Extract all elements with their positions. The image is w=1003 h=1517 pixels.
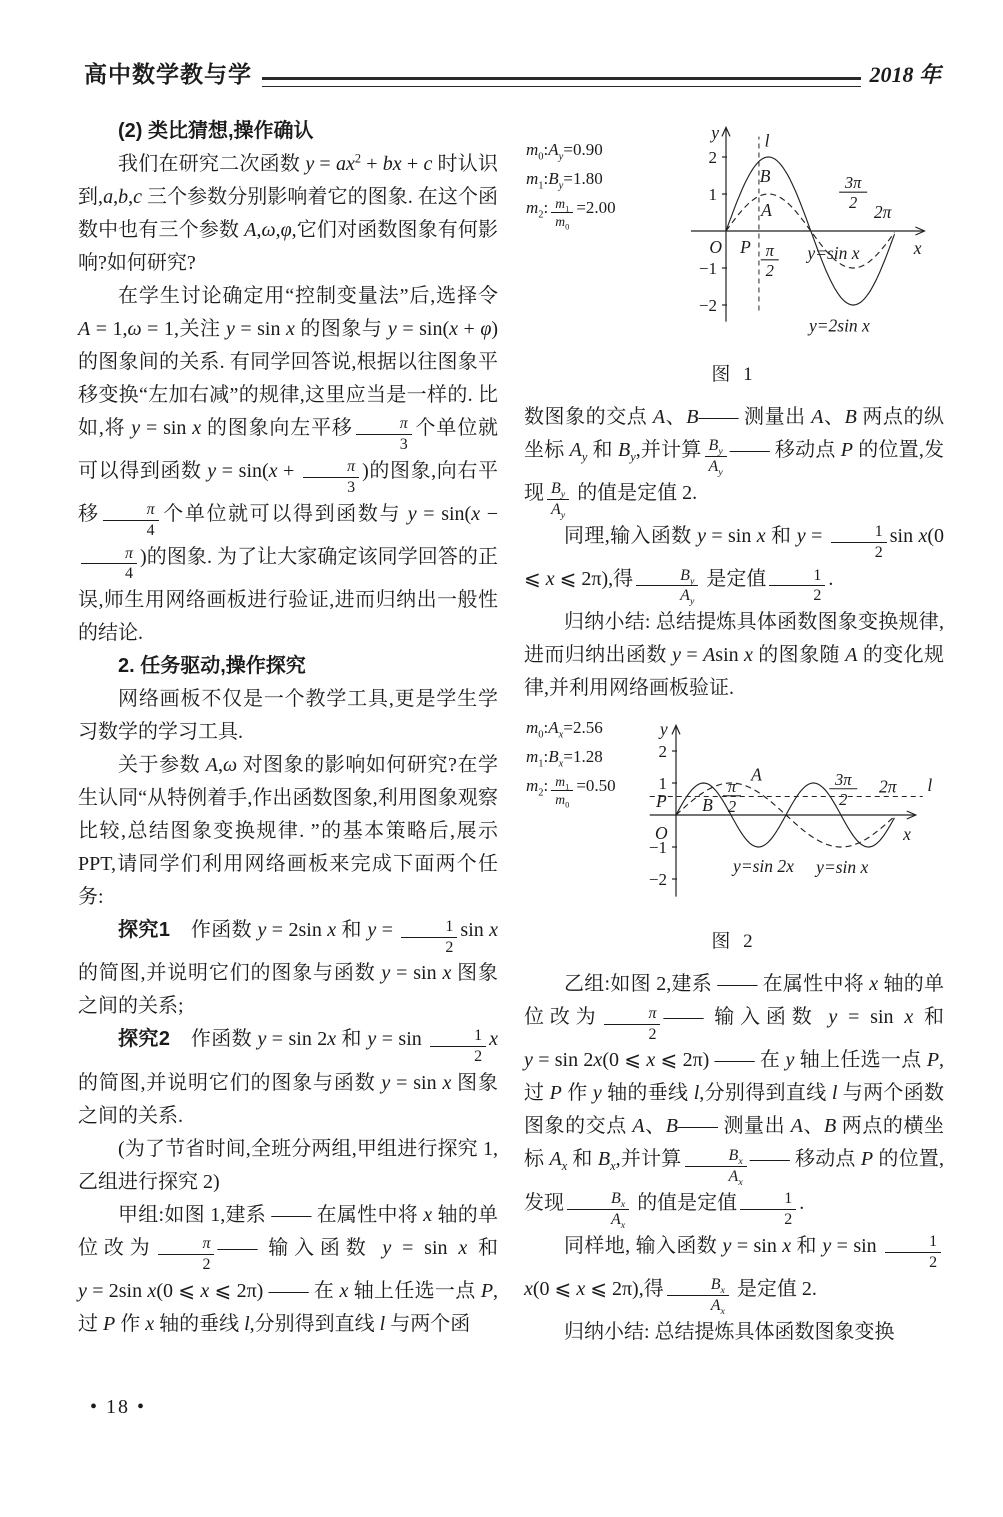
plot-label: l [927,775,933,796]
plot-label: 2 [839,790,848,810]
plot-label: y [659,719,668,740]
measurement-readout [526,135,616,230]
plot-label: 2 [708,148,717,167]
measurement-line: $m_1:B_x=1.28$ [526,747,603,770]
paragraph: 探究2 作函数 y = sin 2x 和 y = sin $\frac{1}{2}$ x 的简图,并说明它们的图象与函数 y = sin x 图象之间的关系. [78,1026,499,1127]
paragraph: (为了节省时间,全班分两组,甲组进行探究 1,乙组进行探究 2) [78,1137,498,1193]
plot-label: π [765,240,774,260]
plot-label: O [709,237,723,258]
measurement-line: $m_0:A_y=0.90$ [526,140,603,163]
paragraph: 我们在研究二次函数 $y = ax^2$ + bx + c 时认识到,a,b,c 三个参数分别影响着它的图象. 在这个函数中也有三个参数 A,ω,φ,它们对函数图象有何影响?如何研究? [78,151,499,274]
paragraph: 在学生讨论确定用“控制变量法”后,选择令 A = 1,ω = 1,关注 y = sin x 的图象与 y = sin(x + φ) 的图象间的关系. 有同学回答说,根据以往图象平移变换“左加右减”的规律,这里应当是一样的. 比如,将 y = sin x 的图象向左平移 $\frac{\pi}{3}$ 个单位就可以得到函数 y = sin(x + $\frac{\pi}{3}$ )的图象,向右平移 $\frac{\pi}{4}$ 个单位就可以得到函数与 y = sin(x − $\frac{\pi}{4}$ )的图象. 为了让大家确定该同学回答的正误,师生用网络画板进行验证,进而归纳出一般性的结论. [78,285,499,645]
plot-label: −2 [698,296,717,315]
plot-label: 2π [873,202,892,223]
plot-label: A [751,764,762,785]
plot-label: 2 [765,260,774,280]
plot-label: −1 [648,838,667,858]
plot-label: P [655,791,667,812]
measurement-line: $m_0:A_x=2.56$ [526,718,603,741]
paragraph: 归纳小结: 总结提炼具体函数图象变换规律,进而归纳出函数 y = Asin x 的图象随 A 的变化规律,并利用网络画板验证. [524,611,945,700]
plot-label: 3π [844,173,862,193]
right-column [524,115,944,1349]
plot-label: x [913,237,922,258]
journal-title: 高中数学教与学 [84,61,252,87]
measurement-line: $m_2$: $\frac{m_1}{m_0}$ =2.00 [526,195,616,232]
paragraph: 同样地, 输入函数 y = sin x 和 y = sin $\frac{1}{2}$ x(0 ⩽ x ⩽ 2π),得 $\frac{B_x}{A_x}$ 是定值 2. [524,1230,944,1316]
plot-label: 2 [849,193,858,213]
paragraph: 网络画板不仅是一个教学工具,更是学生学习数学的学习工具. [78,688,498,744]
plot-label: A [761,200,772,221]
measurement-line: $m_2$: $\frac{m_1}{m_0}$ =0.50 [526,774,616,810]
plot-label: y=sin x [816,857,869,878]
section-heading: 2. 任务驱动,操作探究 [118,655,306,678]
plot-label: x [903,824,911,845]
plot-label: O [654,823,668,844]
plot-label: −2 [648,870,667,890]
paragraph: 探究1 作函数 y = 2sin x 和 y = $\frac{1}{2}$ sin x 的简图,并说明它们的图象与函数 y = sin x 图象之间的关系; [78,917,499,1018]
plot-label: B [759,166,771,187]
paragraph: 归纳小结: 总结提炼具体函数图象变换 [564,1320,895,1343]
paragraph: 关于参数 A,ω 对图象的影响如何研究?在学生认同“从特例着手,作出函数图象,利用图象观察比较,总结图象变换规律. ”的基本策略后,展示 PPT,请同学们利用网络画板来完成下面两个任务: [78,754,498,909]
left-column [78,115,498,1341]
figure-caption: 图 1 [711,364,757,385]
plot-label: 1 [708,185,717,204]
paragraph: 甲组:如图 1,建系 —— 在属性中将 x 轴的单位改为 $\frac{\pi}{2}$ —— 输入函数 y = sin x 和 y = 2sin x(0 ⩽ x ⩽ 2π) —— 在 x 轴上任选一点 P,过 P 作 x 轴的垂线 l,分别得到直线 l 与两个函 [78,1203,499,1335]
plot-label: B [702,795,713,816]
figure-caption: 图 2 [711,931,757,953]
plot-label: P [740,237,751,258]
plot-label: 2 [727,797,737,817]
plot-label: y=sin 2x [733,856,794,877]
page-header [0,0,1003,89]
plot-label: π [727,777,737,797]
figure-fig1 [524,117,944,391]
header-year: 2018 年 [869,62,941,87]
plot-label: y=2sin x [808,315,870,336]
plot-label: y [711,122,720,143]
plot-label: 2π [878,776,897,797]
paragraph: 同理,输入函数 y = sin x 和 y = $\frac{1}{2}$ sin x(0 ⩽ x ⩽ 2π),得 $\frac{B_y}{A_y}$ 是定值 $\frac{1}{2}$ . [524,523,945,608]
measurement-line: $m_1:B_y=1.80$ [526,169,603,192]
page-number: • 18 • [90,1396,147,1418]
plot-label: 3π [835,770,852,790]
plot-label: 1 [658,774,667,794]
paragraph: 数图象的交点 A、B—— 测量出 A、B 两点的纵坐标 $A_y$ 和 $B_y$,并计算 $\frac{B_y}{A_y}$ —— 移动点 P 的位置,发现 $\frac{B_y}{A_y}$ 的值是定值 2. [524,406,945,522]
two-column-body [0,89,1003,1349]
paragraph: 乙组:如图 2,建系 —— 在属性中将 x 轴的单位改为 $\frac{\pi}{2}$ —— 输入函数 y = sin x 和 y = sin 2x(0 ⩽ x ⩽ 2π) —— 在 y 轴上任选一点 P,过 P 作 y 轴的垂线 l,分别得到直线 l 与两个函数图象的交点 A、B—— 测量出 A、B 两点的横坐标 $A_x$ 和 $B_x$,并计算 $\frac{B_x}{A_x}$ —— 移动点 P 的位置,发现 $\frac{B_x}{A_x}$ 的值是定值 $\frac{1}{2}$ . [524,973,945,1231]
plot-label: y=sin x [807,242,860,263]
figure-fig2 [524,707,944,958]
measurement-readout [526,713,616,808]
header-rule [262,77,861,87]
plot-label: l [764,130,770,151]
plot-label: −1 [698,259,717,278]
section-heading: (2) 类比猜想,操作确认 [118,120,314,142]
plot-label: 2 [658,742,667,762]
